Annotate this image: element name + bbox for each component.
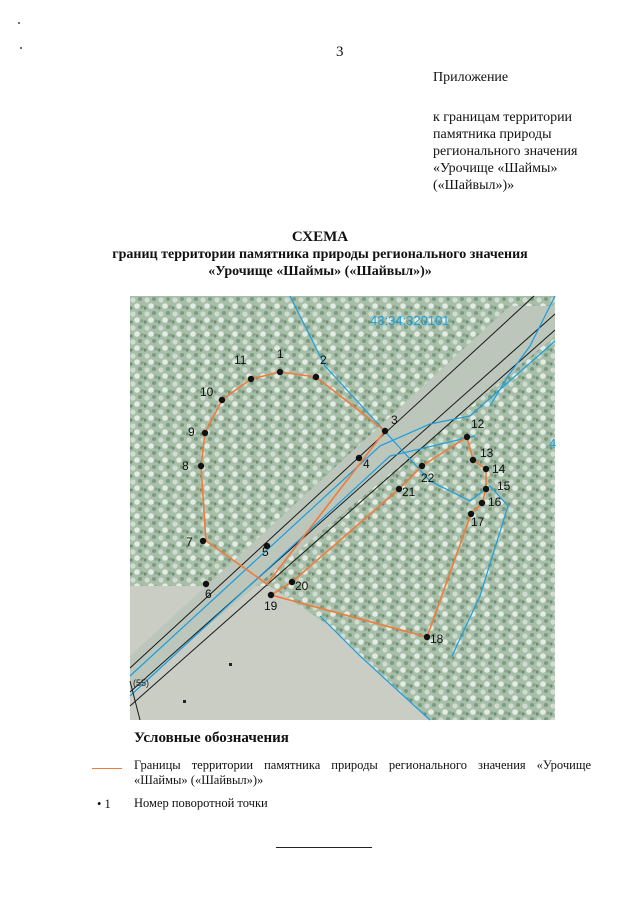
cadastral-edge-label: 4 bbox=[549, 436, 557, 451]
legend-title: Условные обозначения bbox=[134, 730, 289, 746]
point-marker bbox=[248, 376, 254, 382]
appendix-line: «Урочище «Шаймы» bbox=[433, 161, 558, 176]
scan-speck bbox=[20, 47, 22, 49]
point-marker bbox=[219, 397, 225, 403]
point-label: 19 bbox=[264, 599, 278, 613]
point-label: 18 bbox=[430, 632, 444, 646]
point-marker bbox=[198, 463, 204, 469]
point-label: 12 bbox=[471, 417, 485, 431]
map-marker bbox=[229, 663, 232, 666]
point-label: 4 bbox=[363, 457, 370, 471]
point-label: 9 bbox=[188, 425, 195, 439]
road-label: (55) bbox=[133, 678, 150, 688]
page-subtitle: границ территории памятника природы регионального значения bbox=[112, 247, 528, 262]
point-label: 15 bbox=[497, 479, 511, 493]
point-marker bbox=[382, 428, 388, 434]
footer-rule bbox=[276, 847, 372, 848]
point-marker bbox=[483, 466, 489, 472]
legend-boundary-symbol bbox=[92, 768, 122, 769]
point-label: 1 bbox=[277, 347, 284, 361]
legend-boundary-text: Границы территории памятника природы регионального значения «Урочище «Шаймы» («Шайвыл»)» bbox=[134, 758, 591, 787]
point-label: 21 bbox=[402, 485, 416, 499]
point-marker bbox=[200, 538, 206, 544]
point-marker bbox=[277, 369, 283, 375]
point-marker bbox=[483, 486, 489, 492]
scheme-map bbox=[130, 296, 555, 720]
point-label: 13 bbox=[480, 446, 494, 460]
page-subtitle-name: «Урочище «Шаймы» («Шайвыл»)» bbox=[208, 264, 432, 279]
appendix-line: к границам территории bbox=[433, 110, 573, 125]
point-marker bbox=[479, 500, 485, 506]
point-label: 11 bbox=[234, 353, 247, 367]
map-marker bbox=[183, 700, 186, 703]
page-number: 3 bbox=[336, 44, 344, 60]
map-svg bbox=[130, 296, 555, 720]
point-label: 3 bbox=[391, 413, 398, 427]
scan-speck bbox=[18, 22, 20, 24]
point-marker bbox=[356, 455, 362, 461]
point-marker bbox=[470, 457, 476, 463]
point-label: 16 bbox=[488, 495, 502, 509]
appendix-line: регионального значения bbox=[433, 144, 578, 159]
point-label: 20 bbox=[295, 579, 309, 593]
appendix-line: («Шайвыл»)» bbox=[433, 178, 515, 193]
point-label: 10 bbox=[200, 385, 214, 399]
point-marker bbox=[268, 592, 274, 598]
point-marker bbox=[464, 434, 470, 440]
point-label: 6 bbox=[205, 587, 212, 601]
point-label: 17 bbox=[471, 515, 485, 529]
point-label: 7 bbox=[186, 535, 193, 549]
point-marker bbox=[313, 374, 319, 380]
point-label: 22 bbox=[421, 471, 435, 485]
legend-point-text: Номер поворотной точки bbox=[134, 796, 268, 810]
appendix-line: памятника природы bbox=[433, 127, 552, 142]
page-title: СХЕМА bbox=[291, 229, 349, 245]
legend-point-symbol: • 1 bbox=[97, 797, 111, 811]
appendix-heading: Приложение bbox=[433, 70, 509, 85]
point-label: 14 bbox=[492, 462, 506, 476]
point-marker bbox=[419, 463, 425, 469]
point-label: 5 bbox=[262, 545, 269, 559]
point-marker bbox=[202, 430, 208, 436]
point-label: 8 bbox=[182, 459, 189, 473]
cadastral-label: 43:34:320101 bbox=[370, 313, 450, 328]
point-label: 2 bbox=[320, 353, 327, 367]
